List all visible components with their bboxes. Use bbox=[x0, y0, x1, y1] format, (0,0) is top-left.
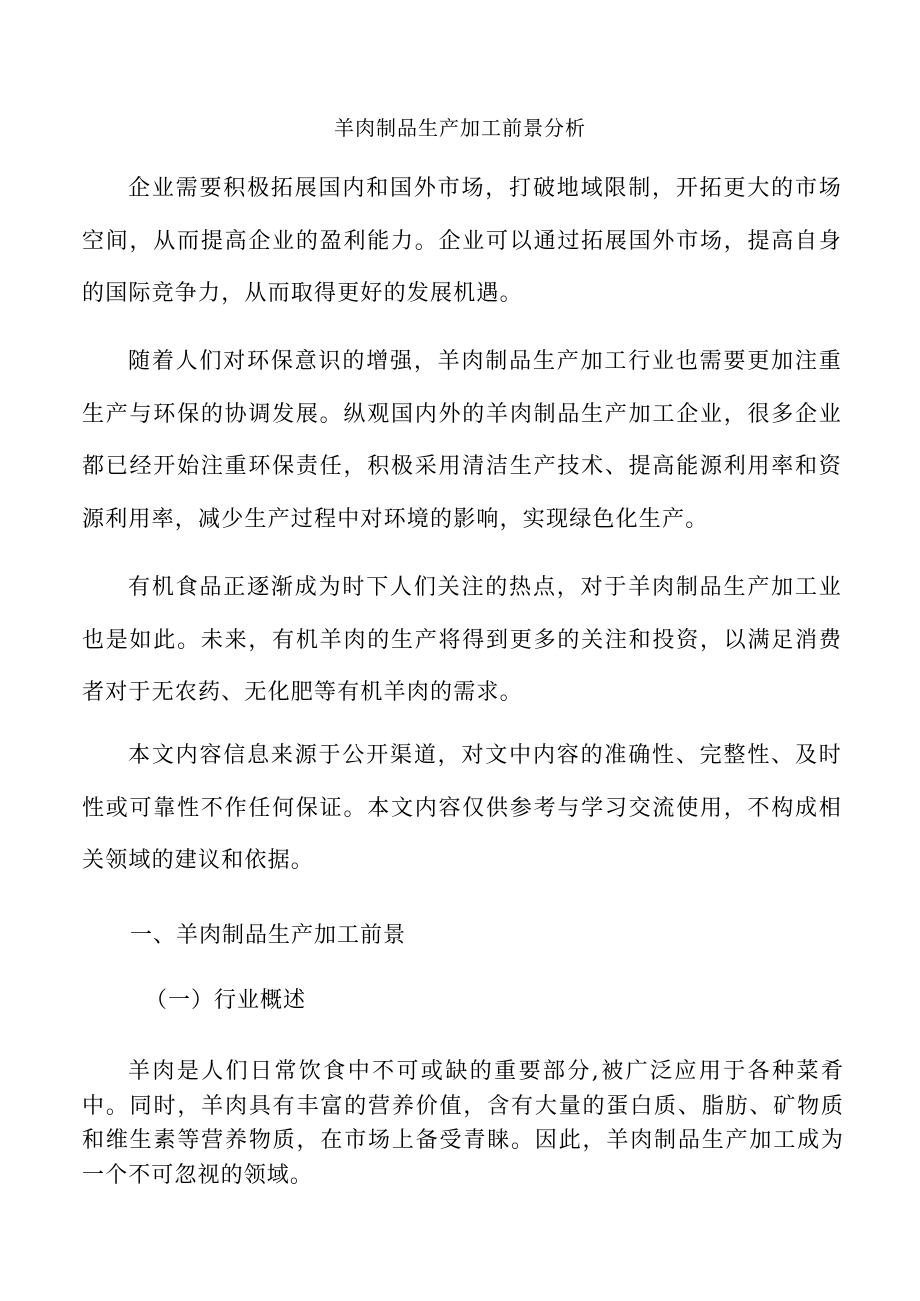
paragraph-industry-overview: 羊肉是人们日常饮食中不可或缺的重要部分,被广泛应用于各种菜肴中。同时，羊肉具有丰富的营养价值，含有大量的蛋白质、脂肪、矿物质和维生素等营养物质，在市场上备受青睐。因此，羊肉制品生产加工成为一个不可忽视的领域。 bbox=[82, 1059, 844, 1188]
paragraph-market-expansion: 企业需要积极拓展国内和国外市场，打破地域限制，开拓更大的市场空间，从而提高企业的盈利能力。企业可以通过拓展国外市场，提高自身的国际竞争力，从而取得更好的发展机遇。 bbox=[82, 176, 842, 306]
document-title: 羊肉制品生产加工前景分析 bbox=[334, 116, 586, 140]
section-heading: 一、羊肉制品生产加工前景 bbox=[130, 923, 407, 948]
paragraph-environmental-protection: 随着人们对环保意识的增强，羊肉制品生产加工行业也需要更加注重生产与环保的协调发展。纵观国内外的羊肉制品生产加工企业，很多企业都已经开始注重环保责任，积极采用清洁生产技术、提高能源利用率和资源利用率，减少生产过程中对环境的影响，实现绿色化生产。 bbox=[82, 349, 842, 532]
paragraph-organic-food: 有机食品正逐渐成为时下人们关注的热点，对于羊肉制品生产加工业也是如此。未来，有机羊肉的生产将得到更多的关注和投资，以满足消费者对于无农药、无化肥等有机羊肉的需求。 bbox=[82, 575, 842, 705]
subsection-heading: （一）行业概述 bbox=[145, 988, 307, 1013]
paragraph-disclaimer: 本文内容信息来源于公开渠道，对文中内容的准确性、完整性、及时性或可靠性不作任何保证。本文内容仅供参考与学习交流使用，不构成相关领域的建议和依据。 bbox=[82, 743, 842, 873]
